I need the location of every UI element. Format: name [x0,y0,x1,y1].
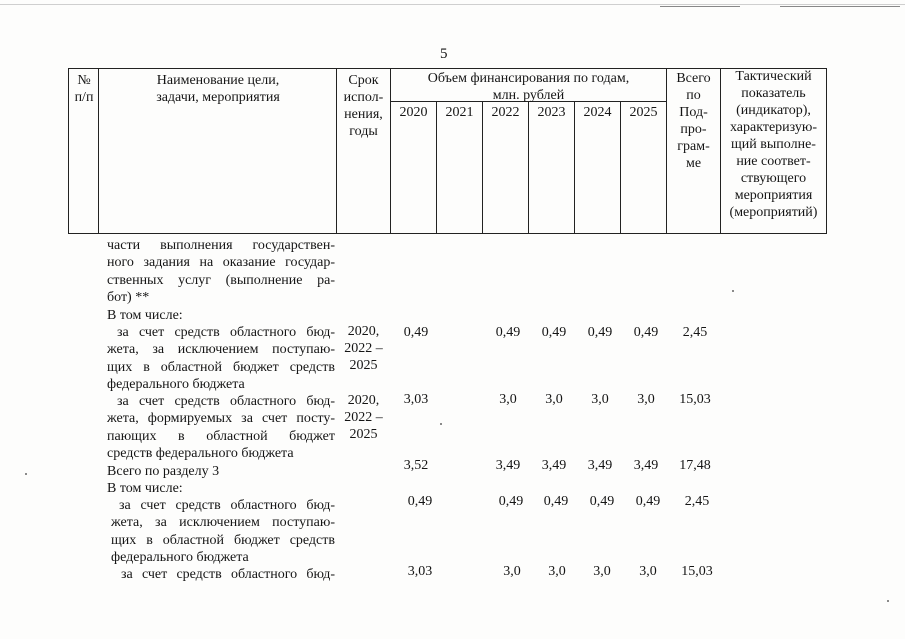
row-label: за счет средств областного бюд- жета, за исключением поступаю- щих в областной бюджет средств федерального бюджета [111,498,335,565]
value-2025: 0,49 [633,325,659,340]
row-label: за счет средств областного бюд- жета, формируемых за счет посту- пающих в областной бюджет средств федерального бюджета [107,394,335,461]
value-2025: 3,0 [639,564,657,579]
row-label: за счет средств областного бюд- жета, за исключением поступаю- щих в областной бюджет средств федерального бюджета [107,325,335,392]
value-2020: 0,49 [403,325,429,340]
value-2024: 3,0 [593,564,611,579]
scan-edge-line [660,6,740,7]
header-col-term: Срок испол- нения, годы [343,73,384,139]
intro-text: части выполнения государствен- ного задания на оказание государ- ственных услуг (выполнение ра- бот) ** [107,238,335,305]
row-term: 2020, 2022 – 2025 [344,324,383,373]
header-col-funding: Объем финансирования по годам, млн. рублей [427,71,630,103]
value-2020: 3,03 [403,392,429,407]
scan-edge-line [780,6,900,7]
row-label: Всего по разделу 3 [107,464,220,479]
value-2025: 3,49 [633,458,659,473]
header-col-total: Всего по Под- про- грам- ме [676,71,711,171]
col-border [98,68,99,234]
header-year: 2023 [537,105,566,120]
value-2025: 3,0 [637,392,655,407]
header-col-indicator: Тактический показатель (индикатор), характеризую- щий выполне- ние соответ- ствующего мероприятия (мероприятий) [729,69,818,220]
value-2022: 0,49 [495,325,521,340]
scan-speck [887,600,889,602]
value-2023: 3,0 [545,392,563,407]
value-total: 2,45 [682,325,708,340]
row-label: за счет средств областного бюд- [121,567,335,582]
value-total: 2,45 [684,494,710,509]
row-term: 2020, 2022 – 2025 [344,393,383,442]
value-total: 15,03 [681,564,713,579]
header-bottom-border [68,233,827,234]
header-year: 2022 [491,105,520,120]
col-border [826,68,827,234]
value-2024: 3,0 [591,392,609,407]
scan-speck [440,423,442,425]
value-total: 17,48 [679,458,711,473]
header-year: 2025 [629,105,658,120]
col-border [68,68,69,234]
header-year: 2024 [583,105,612,120]
scan-speck [732,290,734,292]
value-2024: 0,49 [589,494,615,509]
value-2023: 3,0 [548,564,566,579]
value-2022: 0,49 [498,494,524,509]
header-year: 2020 [399,105,428,120]
value-2022: 3,0 [499,392,517,407]
header-top-border [68,68,827,69]
scan-edge-line [0,4,905,5]
value-2020: 0,49 [407,494,433,509]
value-2023: 3,49 [541,458,567,473]
value-2024: 0,49 [587,325,613,340]
value-2022: 3,49 [495,458,521,473]
page-number: 5 [440,46,448,62]
row-label: В том числе: [107,308,183,323]
value-2020: 3,52 [403,458,429,473]
value-2023: 0,49 [541,325,567,340]
value-2024: 3,49 [587,458,613,473]
value-2025: 0,49 [635,494,661,509]
row-label: В том числе: [107,481,183,496]
value-2023: 0,49 [543,494,569,509]
scan-speck [25,473,27,475]
header-year: 2021 [445,105,474,120]
value-2020: 3,03 [407,564,433,579]
value-2022: 3,0 [503,564,521,579]
header-col-name: Наименование цели, задачи, мероприятия [156,73,280,105]
header-col-number: № п/п [74,73,94,105]
value-total: 15,03 [679,392,711,407]
